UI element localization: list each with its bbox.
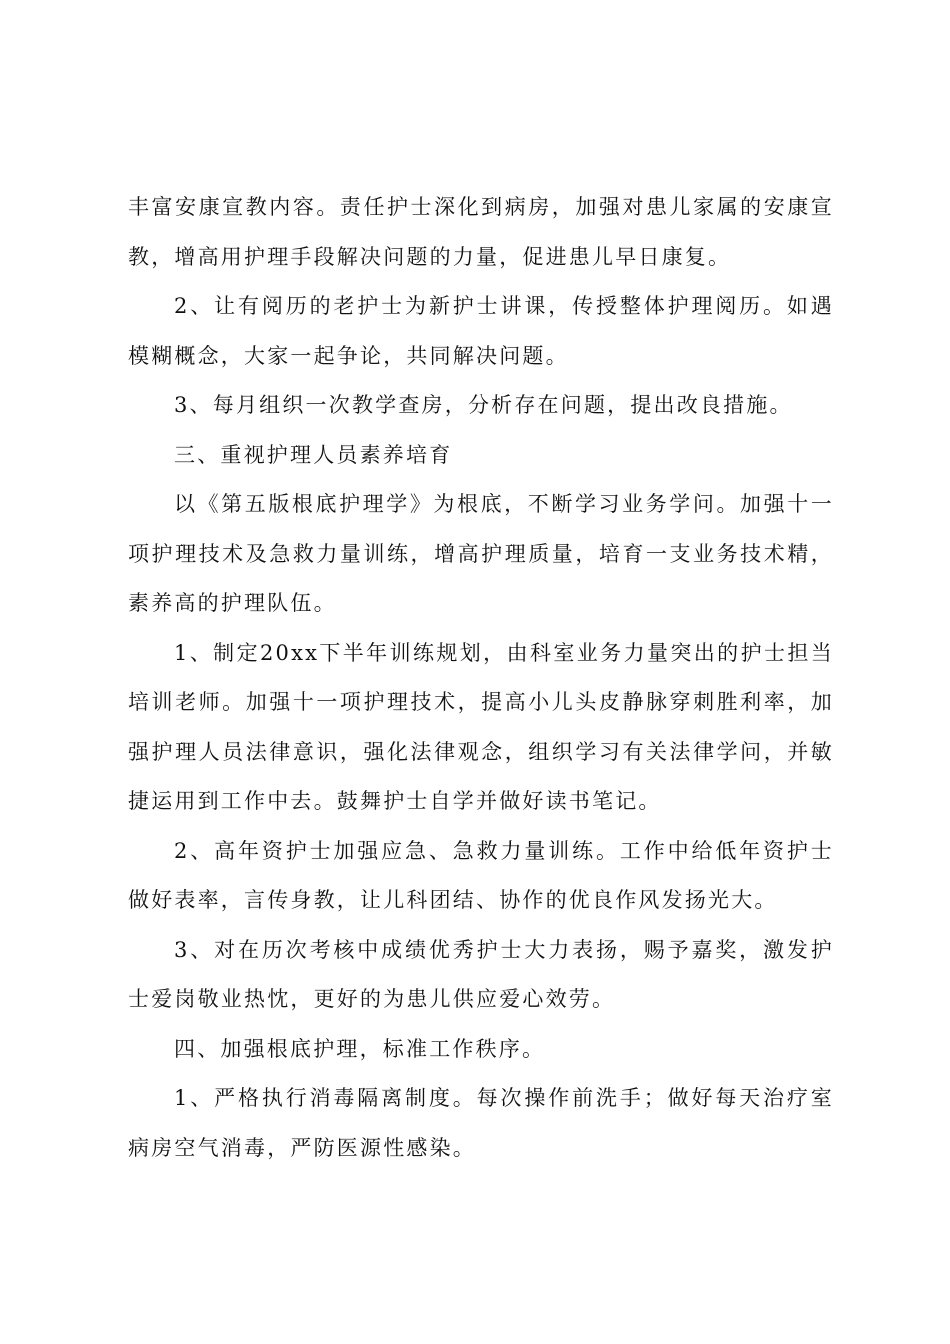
paragraph-health-education: 丰富安康宣教内容。责任护士深化到病房，加强对患儿家属的安康宣教，增高用护理手段解决问题的力量，促进患儿早日康复。 [128,195,834,269]
paragraph-emergency-training: 2、高年资护士加强应急、急救力量训练。工作中给低年资护士做好表率，言传身教，让儿科团结、协作的优良作风发扬光大。 [128,838,834,912]
section-heading-3: 三、重视护理人员素养培育 [174,442,453,467]
paragraph-basic-nursing-study: 以《第五版根底护理学》为根底，不断学习业务学问。加强十一项护理技术及急救力量训练，增高护理质量，培育一支业务技术精，素养高的护理队伍。 [128,492,834,615]
paragraph-training-plan: 1、制定20xx下半年训练规划，由科室业务力量突出的护士担当培训老师。加强十一项护理技术，提高小儿头皮静脉穿刺胜利率，加强护理人员法律意识，强化法律观念，组织学习有关法律学问，并敏捷运用到工作中去。鼓舞护士自学并做好读书笔记。 [128,640,834,813]
paragraph-experienced-nurses-teach: 2、让有阅历的老护士为新护士讲课，传授整体护理阅历。如遇模糊概念，大家一起争论，共同解决问题。 [128,294,834,368]
paragraph-monthly-rounds: 3、每月组织一次教学查房，分析存在问题，提出改良措施。 [174,393,793,417]
document-body [128,183,834,1173]
paragraph-disinfection: 1、严格执行消毒隔离制度。每次操作前洗手；做好每天治疗室病房空气消毒，严防医源性感染。 [128,1086,834,1160]
section-heading-4: 四、加强根底护理，标准工作秩序。 [174,1036,546,1061]
paragraph-commendation: 3、对在历次考核中成绩优秀护士大力表扬，赐予嘉奖，激发护士爱岗敬业热忱，更好的为患儿供应爱心效劳。 [128,937,834,1011]
